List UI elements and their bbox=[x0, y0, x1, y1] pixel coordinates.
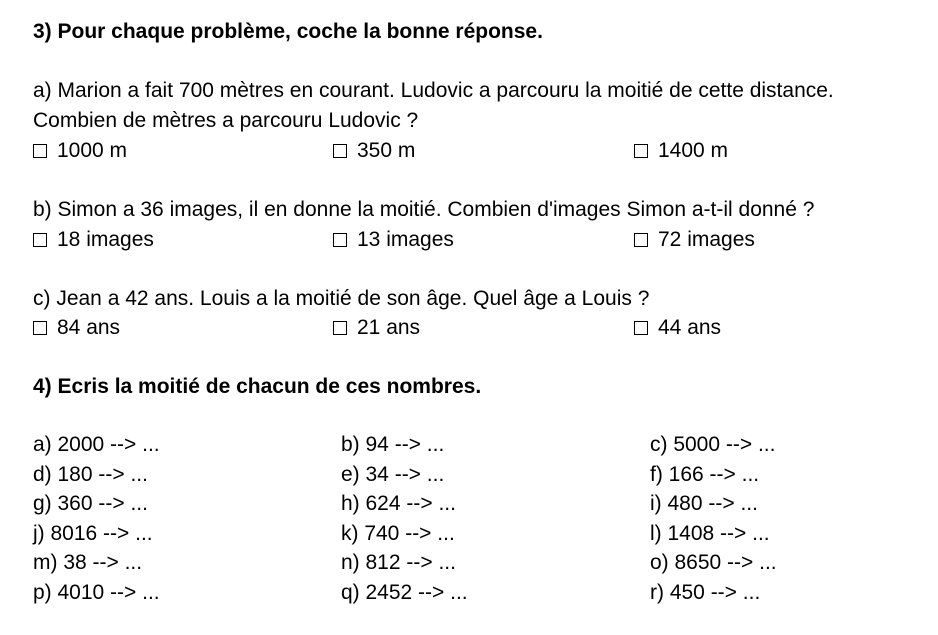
exercise-item: k) 740 --> ... bbox=[341, 522, 455, 545]
problem-c-option-3[interactable] bbox=[634, 317, 721, 338]
checkbox[interactable] bbox=[33, 321, 47, 335]
exercise-item: b) 94 --> ... bbox=[341, 433, 445, 456]
exercise-item: r) 450 --> ... bbox=[650, 581, 761, 604]
problem-b-option-2[interactable] bbox=[333, 229, 454, 250]
exercise-item: j) 8016 --> ... bbox=[33, 522, 153, 545]
problem-b-option-3[interactable] bbox=[634, 229, 755, 250]
exercise-item: l) 1408 --> ... bbox=[650, 522, 770, 545]
checkbox[interactable] bbox=[634, 233, 648, 247]
exercise-item: g) 360 --> ... bbox=[33, 492, 148, 515]
exercise-item: a) 2000 --> ... bbox=[33, 433, 160, 456]
option-label: 350 m bbox=[357, 139, 416, 162]
exercise-item: e) 34 --> ... bbox=[341, 463, 445, 486]
option-label: 21 ans bbox=[357, 316, 421, 339]
problem-b-line-1: b) Simon a 36 images, il en donne la moitié. Combien d'images Simon a-t-il donné ? bbox=[33, 198, 815, 221]
option-label: 18 images bbox=[57, 228, 154, 251]
option-label: 13 images bbox=[357, 228, 454, 251]
checkbox[interactable] bbox=[634, 321, 648, 335]
checkbox[interactable] bbox=[333, 144, 347, 158]
exercise-item: o) 8650 --> ... bbox=[650, 551, 777, 574]
exercise-item: q) 2452 --> ... bbox=[341, 581, 468, 604]
checkbox[interactable] bbox=[33, 144, 47, 158]
problem-a-option-1[interactable] bbox=[33, 140, 127, 161]
option-label: 84 ans bbox=[57, 316, 121, 339]
problem-c-line-1: c) Jean a 42 ans. Louis a la moitié de son âge. Quel âge a Louis ? bbox=[33, 287, 650, 310]
exercise-item: i) 480 --> ... bbox=[650, 492, 758, 515]
problem-a-option-2[interactable] bbox=[333, 140, 415, 161]
problem-a-line-1: a) Marion a fait 700 mètres en courant. Ludovic a parcouru la moitié de cette distance. bbox=[33, 79, 834, 102]
exercise-item: f) 166 --> ... bbox=[650, 463, 760, 486]
problem-b-option-1[interactable] bbox=[33, 229, 154, 250]
checkbox[interactable] bbox=[333, 233, 347, 247]
checkbox[interactable] bbox=[634, 144, 648, 158]
exercise-item: n) 812 --> ... bbox=[341, 551, 456, 574]
exercise-item: h) 624 --> ... bbox=[341, 492, 456, 515]
option-label: 1000 m bbox=[57, 139, 128, 162]
checkbox[interactable] bbox=[33, 233, 47, 247]
section-3-title: 3) Pour chaque problème, coche la bonne réponse. bbox=[33, 20, 543, 43]
section-4-title: 4) Ecris la moitié de chacun de ces nombres. bbox=[33, 375, 482, 398]
exercise-item: p) 4010 --> ... bbox=[33, 581, 160, 604]
problem-a-line-2: Combien de mètres a parcouru Ludovic ? bbox=[33, 109, 419, 132]
exercise-item: c) 5000 --> ... bbox=[650, 433, 776, 456]
option-label: 72 images bbox=[658, 228, 755, 251]
exercise-item: m) 38 --> ... bbox=[33, 551, 143, 574]
option-label: 44 ans bbox=[658, 316, 722, 339]
problem-c-option-1[interactable] bbox=[33, 317, 120, 338]
exercise-item: d) 180 --> ... bbox=[33, 463, 148, 486]
problem-c-option-2[interactable] bbox=[333, 317, 420, 338]
problem-a-option-3[interactable] bbox=[634, 140, 728, 161]
checkbox[interactable] bbox=[333, 321, 347, 335]
option-label: 1400 m bbox=[658, 139, 729, 162]
